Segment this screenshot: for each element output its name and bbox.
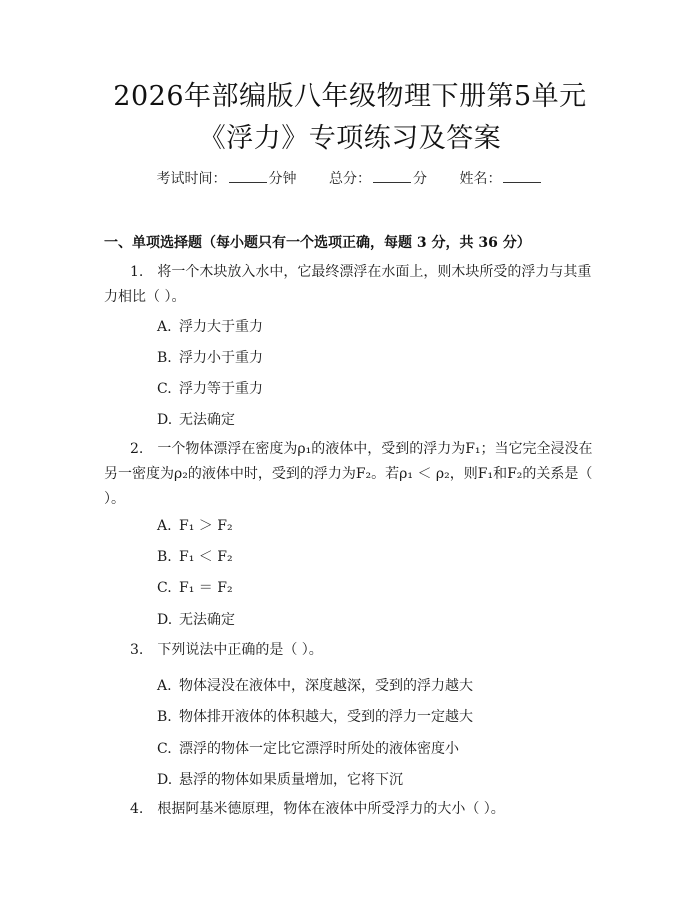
- option-letter: A.: [157, 319, 172, 335]
- option-letter: D.: [157, 612, 173, 628]
- question-3-option-c[interactable]: [157, 738, 459, 758]
- option-text: 浮力等于重力: [179, 381, 263, 397]
- option-letter: C.: [157, 741, 172, 757]
- question-1-option-c[interactable]: [157, 378, 263, 398]
- option-letter: A.: [157, 518, 172, 534]
- question-2-option-c[interactable]: [157, 577, 233, 597]
- option-text: 浮力小于重力: [179, 350, 263, 366]
- total-score-label: 总分：: [329, 171, 371, 187]
- question-number: 4.: [130, 801, 144, 817]
- option-text: 浮力大于重力: [179, 319, 263, 335]
- exam-time-blank[interactable]: [229, 168, 267, 183]
- exam-time-label: 考试时间：: [156, 171, 227, 187]
- question-1-option-a[interactable]: [157, 316, 263, 336]
- question-3-option-a[interactable]: [157, 675, 473, 695]
- total-score: [329, 171, 431, 187]
- option-letter: C.: [157, 580, 172, 596]
- question-4: [104, 797, 600, 822]
- question-2: [104, 437, 600, 512]
- question-number: 1.: [130, 264, 144, 280]
- question-text: 一个物体漂浮在密度为ρ₁的液体中，受到的浮力为F₁；当它完全浸没在另一密度为ρ₂的液体中时，受到的浮力为F₂。若ρ₁ ＜ ρ₂，则F₁和F₂的关系是（ ）。: [104, 441, 593, 507]
- page-title: 2026年部编版八年级物理下册第5单元《浮力》专项练习及答案: [113, 81, 587, 154]
- question-1-option-b[interactable]: [157, 347, 263, 367]
- question-text: 根据阿基米德原理，物体在液体中所受浮力的大小（ ）。: [157, 801, 505, 817]
- question-3-option-b[interactable]: [157, 706, 473, 726]
- question-text: 下列说法中正确的是（ ）。: [157, 642, 323, 658]
- question-2-option-b[interactable]: [157, 546, 233, 566]
- option-text: F₁ ＜ F₂: [179, 549, 233, 565]
- question-3: [104, 638, 600, 663]
- student-name: [459, 171, 543, 187]
- total-score-unit: 分: [413, 171, 427, 187]
- option-letter: B.: [157, 549, 172, 565]
- question-3-option-d[interactable]: [157, 769, 403, 789]
- option-letter: D.: [157, 412, 173, 428]
- exam-meta: [0, 168, 700, 188]
- option-letter: A.: [157, 678, 172, 694]
- student-name-blank[interactable]: [503, 168, 541, 183]
- option-text: F₁ ＞ F₂: [179, 518, 233, 534]
- question-2-option-a[interactable]: [157, 515, 233, 535]
- option-text: 无法确定: [179, 612, 235, 628]
- option-letter: B.: [157, 709, 172, 725]
- exam-time: [157, 171, 301, 187]
- section-heading: 一、单项选择题（每小题只有一个选项正确，每题 3 分，共 36 分）: [104, 235, 531, 251]
- question-number: 2.: [130, 441, 144, 457]
- question-1: [104, 260, 600, 310]
- option-text: 无法确定: [179, 412, 235, 428]
- option-letter: B.: [157, 350, 172, 366]
- question-text: 将一个木块放入水中，它最终漂浮在水面上，则木块所受的浮力与其重力相比（ ）。: [104, 264, 592, 305]
- option-text: F₁ ＝ F₂: [179, 580, 233, 596]
- option-text: 悬浮的物体如果质量增加，它将下沉: [179, 772, 403, 788]
- exam-time-unit: 分钟: [268, 171, 297, 187]
- option-letter: C.: [157, 381, 172, 397]
- question-2-option-d[interactable]: [157, 609, 235, 629]
- question-number: 3.: [130, 642, 144, 658]
- option-text: 物体排开液体的体积越大，受到的浮力一定越大: [179, 709, 473, 725]
- question-1-option-d[interactable]: [157, 409, 235, 429]
- student-name-label: 姓名：: [459, 171, 502, 187]
- total-score-blank[interactable]: [373, 168, 411, 183]
- option-text: 物体浸没在液体中，深度越深，受到的浮力越大: [179, 678, 473, 694]
- option-letter: D.: [157, 772, 173, 788]
- option-text: 漂浮的物体一定比它漂浮时所处的液体密度小: [179, 741, 459, 757]
